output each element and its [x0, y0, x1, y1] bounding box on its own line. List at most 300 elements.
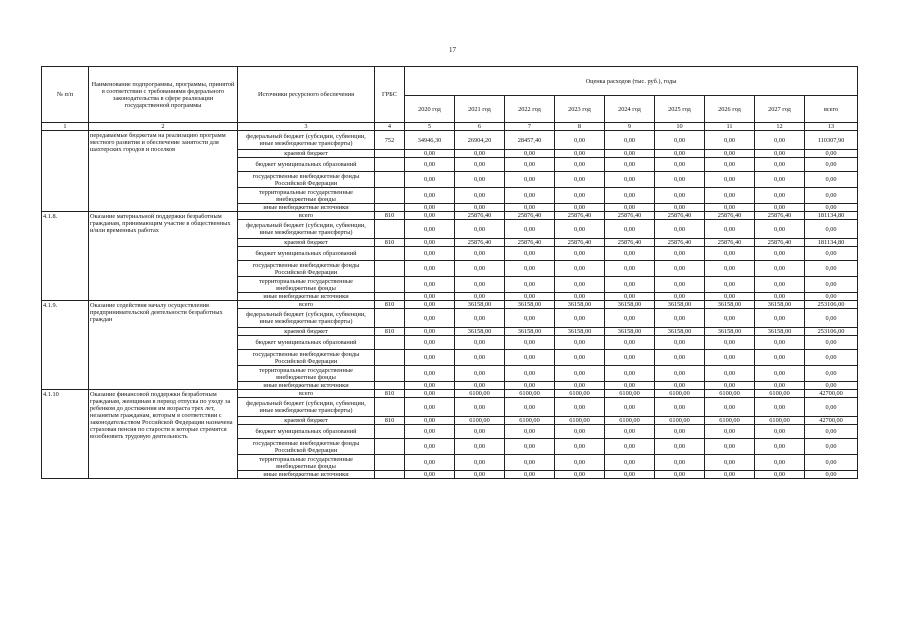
amount-cell: 0,00	[555, 158, 605, 172]
amount-cell: 0,00	[655, 425, 705, 439]
amount-cell: 0,00	[655, 398, 705, 417]
amount-cell: 0,00	[555, 220, 605, 239]
amount-cell: 6100,00	[455, 390, 505, 398]
amount-cell: 0,00	[755, 471, 805, 479]
grbs-code	[375, 471, 405, 479]
amount-cell: 0,00	[405, 150, 455, 158]
amount-cell: 0,00	[705, 336, 755, 350]
amount-cell: 0,00	[655, 382, 705, 390]
amount-cell: 0,00	[755, 158, 805, 172]
grbs-code: 810	[375, 417, 405, 425]
amount-cell: 0,00	[605, 188, 655, 204]
amount-cell: 0,00	[405, 398, 455, 417]
amount-cell: 0,00	[605, 309, 655, 328]
header-year: 2021 год	[455, 96, 505, 123]
amount-cell: 0,00	[755, 382, 805, 390]
funding-source: территориальные государственные внебюджетные фонды	[238, 366, 375, 382]
column-number: 12	[755, 123, 805, 131]
amount-cell: 0,00	[455, 172, 505, 188]
amount-cell: 0,00	[655, 220, 705, 239]
amount-cell: 0,00	[655, 309, 705, 328]
amount-cell: 6100,00	[655, 390, 705, 398]
grbs-code: 810	[375, 301, 405, 309]
amount-cell: 0,00	[755, 150, 805, 158]
amount-cell: 0,00	[455, 336, 505, 350]
amount-cell: 0,00	[705, 293, 755, 301]
funding-source: государственные внебюджетные фонды Российской Федерации	[238, 439, 375, 455]
column-number: 2	[89, 123, 238, 131]
amount-cell: 0,00	[655, 158, 705, 172]
column-number: 13	[805, 123, 858, 131]
amount-cell: 36158,00	[705, 328, 755, 336]
amount-cell: 0,00	[705, 455, 755, 471]
amount-cell: 0,00	[805, 204, 858, 212]
amount-cell: 0,00	[805, 220, 858, 239]
amount-cell: 0,00	[605, 277, 655, 293]
amount-cell: 0,00	[755, 277, 805, 293]
amount-cell: 0,00	[655, 336, 705, 350]
amount-cell: 0,00	[405, 425, 455, 439]
amount-cell: 0,00	[755, 261, 805, 277]
grbs-code	[375, 439, 405, 455]
amount-cell: 0,00	[755, 309, 805, 328]
table-row	[42, 212, 858, 220]
amount-cell: 0,00	[805, 366, 858, 382]
funding-source: государственные внебюджетные фонды Российской Федерации	[238, 350, 375, 366]
amount-cell: 0,00	[705, 382, 755, 390]
amount-cell: 0,00	[655, 247, 705, 261]
amount-cell: 0,00	[605, 220, 655, 239]
amount-cell: 6100,00	[705, 390, 755, 398]
amount-cell: 0,00	[455, 366, 505, 382]
amount-cell: 0,00	[805, 309, 858, 328]
amount-cell: 0,00	[805, 172, 858, 188]
grbs-code: 810	[375, 239, 405, 247]
amount-cell: 0,00	[605, 350, 655, 366]
header-grbs: ГРБС	[375, 67, 405, 123]
amount-cell: 25876,40	[655, 212, 705, 220]
amount-cell: 0,00	[505, 350, 555, 366]
amount-cell: 0,00	[505, 336, 555, 350]
activity-name: Оказание содействия началу осуществления предпринимательской деятельности безработных граждан	[89, 301, 238, 390]
funding-source: бюджет муниципальных образований	[238, 247, 375, 261]
amount-cell: 0,00	[555, 336, 605, 350]
amount-cell: 0,00	[405, 439, 455, 455]
amount-cell: 0,00	[455, 158, 505, 172]
amount-cell: 0,00	[755, 398, 805, 417]
amount-cell: 0,00	[505, 188, 555, 204]
grbs-code: 810	[375, 328, 405, 336]
header-year: 2026 год	[705, 96, 755, 123]
amount-cell: 0,00	[555, 293, 605, 301]
amount-cell: 6100,00	[505, 390, 555, 398]
amount-cell: 28457,40	[505, 131, 555, 150]
funding-source: федеральный бюджет (субсидии, субвенции, иные межбюджетные трансферты)	[238, 309, 375, 328]
amount-cell: 253106,00	[805, 301, 858, 309]
amount-cell: 25876,40	[605, 212, 655, 220]
amount-cell: 0,00	[605, 293, 655, 301]
amount-cell: 0,00	[405, 293, 455, 301]
amount-cell: 0,00	[655, 172, 705, 188]
funding-source: территориальные государственные внебюджетные фонды	[238, 188, 375, 204]
amount-cell: 0,00	[405, 328, 455, 336]
row-number: 4.1.8.	[42, 212, 89, 301]
amount-cell: 0,00	[655, 350, 705, 366]
amount-cell: 0,00	[405, 350, 455, 366]
grbs-code	[375, 277, 405, 293]
grbs-code	[375, 204, 405, 212]
table-header	[42, 67, 858, 131]
amount-cell: 0,00	[405, 204, 455, 212]
amount-cell: 0,00	[505, 220, 555, 239]
activity-name: Оказание финансовой поддержки безработным гражданам, женщинам в период отпуска по уходу за ребенком до достижения им возраста трех лет, незанятым гражданам, которым в соответствии с законодательством Российской Федерации назначена страховая пенсия по старости и которые стремятся возобновить трудовую деятельность	[89, 390, 238, 479]
amount-cell: 0,00	[555, 439, 605, 455]
amount-cell: 0,00	[705, 366, 755, 382]
amount-cell: 0,00	[505, 277, 555, 293]
amount-cell: 0,00	[655, 455, 705, 471]
column-number: 9	[605, 123, 655, 131]
grbs-code	[375, 366, 405, 382]
amount-cell: 0,00	[655, 131, 705, 150]
amount-cell: 25876,40	[705, 212, 755, 220]
amount-cell: 0,00	[705, 425, 755, 439]
amount-cell: 6100,00	[605, 417, 655, 425]
grbs-code	[375, 220, 405, 239]
amount-cell: 181134,80	[805, 212, 858, 220]
amount-cell: 0,00	[755, 247, 805, 261]
amount-cell: 25876,40	[555, 239, 605, 247]
column-number: 8	[555, 123, 605, 131]
amount-cell: 0,00	[505, 309, 555, 328]
funding-source: иные внебюджетные источники	[238, 471, 375, 479]
funding-source: иные внебюджетные источники	[238, 382, 375, 390]
column-number: 7	[505, 123, 555, 131]
amount-cell: 0,00	[605, 150, 655, 158]
amount-cell: 0,00	[705, 439, 755, 455]
amount-cell: 0,00	[655, 293, 705, 301]
amount-cell: 0,00	[555, 188, 605, 204]
amount-cell: 0,00	[805, 455, 858, 471]
column-number: 4	[375, 123, 405, 131]
amount-cell: 6100,00	[505, 417, 555, 425]
amount-cell: 0,00	[605, 336, 655, 350]
amount-cell: 34946,30	[405, 131, 455, 150]
amount-cell: 0,00	[555, 350, 605, 366]
amount-cell: 0,00	[455, 261, 505, 277]
amount-cell: 6100,00	[755, 390, 805, 398]
amount-cell: 0,00	[705, 131, 755, 150]
amount-cell: 0,00	[605, 131, 655, 150]
funding-source: иные внебюджетные источники	[238, 204, 375, 212]
amount-cell: 0,00	[455, 425, 505, 439]
amount-cell: 0,00	[505, 150, 555, 158]
amount-cell: 0,00	[805, 336, 858, 350]
amount-cell: 0,00	[405, 336, 455, 350]
funding-source: краевой бюджет	[238, 417, 375, 425]
amount-cell: 0,00	[705, 398, 755, 417]
amount-cell: 0,00	[655, 277, 705, 293]
amount-cell: 0,00	[505, 158, 555, 172]
amount-cell: 0,00	[555, 425, 605, 439]
amount-cell: 0,00	[555, 471, 605, 479]
amount-cell: 0,00	[455, 309, 505, 328]
amount-cell: 0,00	[755, 131, 805, 150]
amount-cell: 36158,00	[605, 301, 655, 309]
amount-cell: 0,00	[755, 366, 805, 382]
amount-cell: 0,00	[405, 188, 455, 204]
grbs-code	[375, 455, 405, 471]
amount-cell: 0,00	[555, 382, 605, 390]
amount-cell: 0,00	[455, 382, 505, 390]
table-row	[42, 301, 858, 309]
amount-cell: 0,00	[705, 150, 755, 158]
amount-cell: 0,00	[505, 398, 555, 417]
amount-cell: 0,00	[555, 455, 605, 471]
amount-cell: 25876,40	[755, 239, 805, 247]
amount-cell: 0,00	[755, 439, 805, 455]
amount-cell: 6100,00	[605, 390, 655, 398]
amount-cell: 0,00	[505, 247, 555, 261]
amount-cell: 0,00	[455, 455, 505, 471]
header-estimate: Оценка расходов (тыс. руб.), годы	[405, 67, 858, 96]
amount-cell: 0,00	[505, 172, 555, 188]
amount-cell: 36158,00	[505, 301, 555, 309]
funding-source: государственные внебюджетные фонды Российской Федерации	[238, 261, 375, 277]
amount-cell: 0,00	[655, 188, 705, 204]
grbs-code	[375, 382, 405, 390]
amount-cell: 0,00	[755, 293, 805, 301]
amount-cell: 25876,40	[455, 212, 505, 220]
amount-cell: 0,00	[605, 204, 655, 212]
amount-cell: 0,00	[555, 247, 605, 261]
funding-source: территориальные государственные внебюджетные фонды	[238, 277, 375, 293]
funding-source: бюджет муниципальных образований	[238, 425, 375, 439]
amount-cell: 0,00	[705, 220, 755, 239]
amount-cell: 0,00	[455, 398, 505, 417]
amount-cell: 0,00	[705, 158, 755, 172]
amount-cell: 6100,00	[455, 417, 505, 425]
amount-cell: 25876,40	[505, 212, 555, 220]
amount-cell: 0,00	[455, 188, 505, 204]
grbs-code	[375, 261, 405, 277]
amount-cell: 0,00	[405, 309, 455, 328]
row-number: 4.1.9.	[42, 301, 89, 390]
amount-cell: 0,00	[405, 417, 455, 425]
header-column-numbers-row	[42, 123, 858, 131]
amount-cell: 6100,00	[555, 390, 605, 398]
amount-cell: 0,00	[705, 471, 755, 479]
funding-source: всего	[238, 301, 375, 309]
amount-cell: 0,00	[555, 204, 605, 212]
amount-cell: 0,00	[505, 382, 555, 390]
amount-cell: 0,00	[455, 471, 505, 479]
amount-cell: 0,00	[805, 425, 858, 439]
grbs-code	[375, 336, 405, 350]
amount-cell: 36158,00	[505, 328, 555, 336]
column-number: 11	[705, 123, 755, 131]
amount-cell: 0,00	[405, 390, 455, 398]
amount-cell: 0,00	[555, 398, 605, 417]
amount-cell: 0,00	[405, 239, 455, 247]
amount-cell: 0,00	[805, 150, 858, 158]
table-body	[42, 131, 858, 479]
amount-cell: 0,00	[605, 172, 655, 188]
amount-cell: 0,00	[405, 471, 455, 479]
amount-cell: 0,00	[605, 398, 655, 417]
amount-cell: 0,00	[655, 471, 705, 479]
activity-name: передаваемые бюджетам на реализацию программ местного развития и обеспечение занятости для шахтерских городов и поселков	[89, 131, 238, 212]
grbs-code: 810	[375, 212, 405, 220]
amount-cell: 110307,90	[805, 131, 858, 150]
grbs-code	[375, 350, 405, 366]
amount-cell: 0,00	[805, 188, 858, 204]
amount-cell: 0,00	[455, 439, 505, 455]
funding-source: краевой бюджет	[238, 150, 375, 158]
amount-cell: 0,00	[405, 301, 455, 309]
amount-cell: 0,00	[605, 471, 655, 479]
amount-cell: 0,00	[505, 366, 555, 382]
amount-cell: 25876,40	[505, 239, 555, 247]
funding-source: бюджет муниципальных образований	[238, 158, 375, 172]
amount-cell: 0,00	[755, 350, 805, 366]
amount-cell: 0,00	[555, 309, 605, 328]
table-row	[42, 131, 858, 150]
amount-cell: 0,00	[455, 204, 505, 212]
amount-cell: 0,00	[755, 188, 805, 204]
funding-source: федеральный бюджет (субсидии, субвенции, иные межбюджетные трансферты)	[238, 220, 375, 239]
amount-cell: 36158,00	[655, 301, 705, 309]
funding-source: всего	[238, 390, 375, 398]
grbs-code	[375, 293, 405, 301]
budget-table	[41, 66, 858, 479]
funding-source: федеральный бюджет (субсидии, субвенции, иные межбюджетные трансферты)	[238, 131, 375, 150]
grbs-code	[375, 247, 405, 261]
amount-cell: 0,00	[705, 350, 755, 366]
amount-cell: 0,00	[405, 158, 455, 172]
amount-cell: 0,00	[405, 277, 455, 293]
header-year: 2023 год	[555, 96, 605, 123]
page-number: 17	[449, 46, 456, 54]
funding-source: краевой бюджет	[238, 328, 375, 336]
amount-cell: 26904,20	[455, 131, 505, 150]
amount-cell: 0,00	[455, 293, 505, 301]
amount-cell: 6100,00	[755, 417, 805, 425]
header-year: всего	[805, 96, 858, 123]
amount-cell: 0,00	[705, 277, 755, 293]
amount-cell: 0,00	[405, 212, 455, 220]
header-year: 2027 год	[755, 96, 805, 123]
amount-cell: 36158,00	[755, 301, 805, 309]
amount-cell: 0,00	[655, 261, 705, 277]
amount-cell: 0,00	[405, 382, 455, 390]
amount-cell: 0,00	[555, 172, 605, 188]
amount-cell: 0,00	[455, 150, 505, 158]
amount-cell: 0,00	[505, 425, 555, 439]
amount-cell: 0,00	[705, 204, 755, 212]
funding-source: иные внебюджетные источники	[238, 293, 375, 301]
amount-cell: 0,00	[505, 293, 555, 301]
funding-source: всего	[238, 212, 375, 220]
amount-cell: 0,00	[705, 188, 755, 204]
amount-cell: 0,00	[655, 150, 705, 158]
amount-cell: 0,00	[455, 247, 505, 261]
amount-cell: 42700,00	[805, 417, 858, 425]
amount-cell: 0,00	[705, 309, 755, 328]
amount-cell: 0,00	[605, 455, 655, 471]
row-number	[42, 131, 89, 212]
amount-cell: 0,00	[505, 471, 555, 479]
grbs-code	[375, 398, 405, 417]
amount-cell: 0,00	[655, 204, 705, 212]
header-name: Наименование подпрограммы, программы, принятой в соответствии с требованиями федерального законодательства в сфере реализации государственной программы	[89, 67, 238, 123]
amount-cell: 0,00	[505, 261, 555, 277]
amount-cell: 36158,00	[555, 328, 605, 336]
amount-cell: 42700,00	[805, 390, 858, 398]
header-sources: Источники ресурсного обеспечения	[238, 67, 375, 123]
amount-cell: 0,00	[455, 277, 505, 293]
amount-cell: 0,00	[555, 261, 605, 277]
funding-source: бюджет муниципальных образований	[238, 336, 375, 350]
amount-cell: 0,00	[605, 261, 655, 277]
amount-cell: 6100,00	[705, 417, 755, 425]
column-number: 10	[655, 123, 705, 131]
amount-cell: 0,00	[405, 366, 455, 382]
amount-cell: 0,00	[555, 277, 605, 293]
amount-cell: 36158,00	[455, 328, 505, 336]
amount-cell: 25876,40	[705, 239, 755, 247]
amount-cell: 0,00	[405, 247, 455, 261]
amount-cell: 0,00	[405, 172, 455, 188]
amount-cell: 36158,00	[455, 301, 505, 309]
amount-cell: 6100,00	[655, 417, 705, 425]
column-number: 6	[455, 123, 505, 131]
amount-cell: 0,00	[755, 455, 805, 471]
amount-cell: 0,00	[705, 261, 755, 277]
amount-cell: 0,00	[805, 350, 858, 366]
amount-cell: 25876,40	[555, 212, 605, 220]
grbs-code: 810	[375, 390, 405, 398]
grbs-code	[375, 425, 405, 439]
amount-cell: 0,00	[605, 247, 655, 261]
amount-cell: 0,00	[605, 425, 655, 439]
row-number: 4.1.10	[42, 390, 89, 479]
amount-cell: 0,00	[455, 220, 505, 239]
amount-cell: 0,00	[455, 350, 505, 366]
amount-cell: 25876,40	[655, 239, 705, 247]
amount-cell: 0,00	[405, 455, 455, 471]
amount-cell: 0,00	[805, 277, 858, 293]
amount-cell: 0,00	[805, 382, 858, 390]
amount-cell: 0,00	[405, 220, 455, 239]
amount-cell: 25876,40	[605, 239, 655, 247]
amount-cell: 0,00	[505, 455, 555, 471]
amount-cell: 36158,00	[605, 328, 655, 336]
amount-cell: 0,00	[605, 439, 655, 455]
header-year: 2020 год	[405, 96, 455, 123]
grbs-code: 752	[375, 131, 405, 150]
grbs-code	[375, 188, 405, 204]
header-year: 2024 год	[605, 96, 655, 123]
funding-source: федеральный бюджет (субсидии, субвенции, иные межбюджетные трансферты)	[238, 398, 375, 417]
funding-source: краевой бюджет	[238, 239, 375, 247]
amount-cell: 0,00	[755, 220, 805, 239]
table-row	[42, 390, 858, 398]
amount-cell: 253106,00	[805, 328, 858, 336]
amount-cell: 0,00	[655, 366, 705, 382]
amount-cell: 0,00	[555, 150, 605, 158]
amount-cell: 0,00	[405, 261, 455, 277]
amount-cell: 6100,00	[555, 417, 605, 425]
